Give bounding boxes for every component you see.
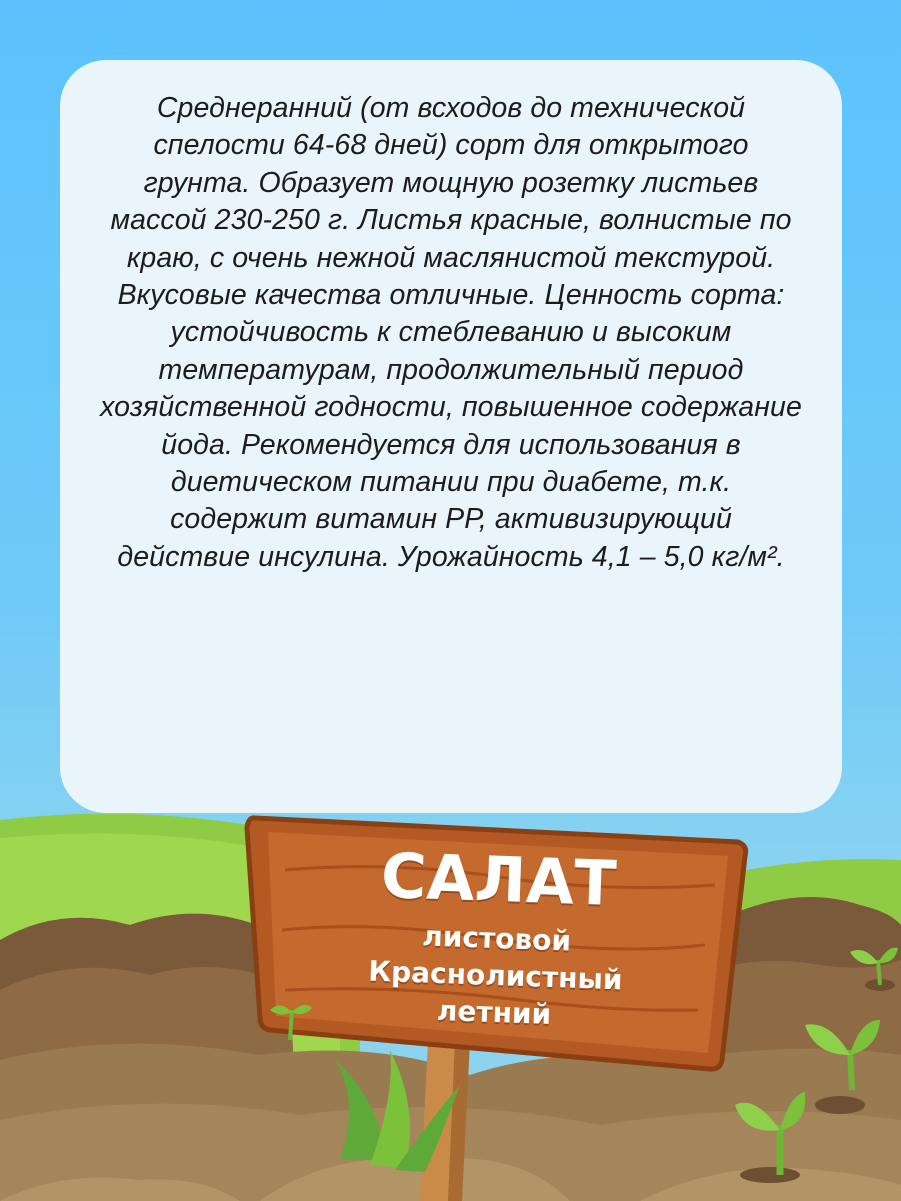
description-card — [60, 60, 842, 813]
sign-label — [259, 820, 736, 1039]
sign-subtitle-season: летний — [436, 993, 552, 1031]
sign-subtitle-variety: Краснолистный — [367, 954, 624, 997]
sign-title: САЛАТ — [379, 838, 618, 921]
variety-description: Среднеранний (от всходов до технической спелости 64-68 дней) сорт для открытого грунта. Образует мощную розетку листьев массой 230-250 г. Листья красные, волнистые по краю, с очень нежной маслянистой текстурой. Вкусовые качества отличные. Ценность сорта: устойчивость к стеблеванию и высоким температурам, продолжительный период хозяйственной годности, повышенное содержание йода. Рекомендуется для использования в диетическом питании при диабете, т.к. содержит витамин РР, активизирующий действие инсулина. Урожайность 4,1 – 5,0 кг/м². — [100, 92, 802, 573]
pebble — [815, 1096, 865, 1114]
pebble — [740, 1167, 800, 1183]
sign-subtitle-type: листовой — [421, 919, 572, 958]
